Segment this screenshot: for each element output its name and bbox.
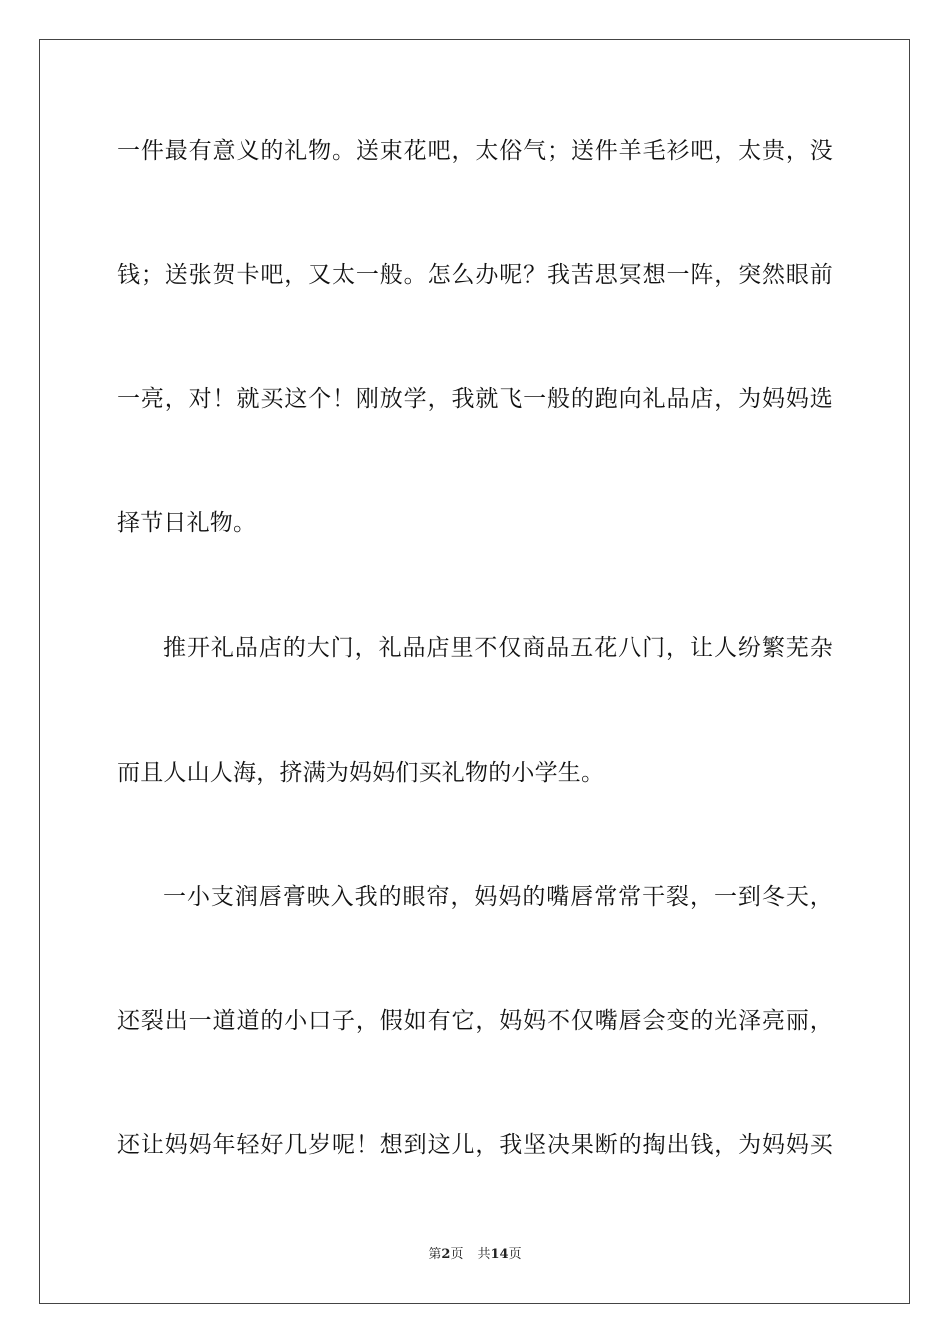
total-suffix: 页	[508, 1247, 522, 1262]
text-line-7: 一小支润唇膏映入我的眼帘，妈妈的嘴唇常常干裂，一到冬天，	[163, 884, 833, 910]
text-line-8: 还裂出一道道的小口子，假如有它，妈妈不仅嘴唇会变的光泽亮丽，	[117, 1008, 833, 1034]
page-suffix: 页	[450, 1247, 464, 1262]
total-pages: 14	[490, 1247, 509, 1262]
text-line-6: 而且人山人海，挤满为妈妈们买礼物的小学生。	[117, 760, 605, 786]
total-prefix: 共	[477, 1247, 491, 1262]
page-footer	[0, 1246, 950, 1264]
text-line-3: 一亮，对！就买这个！刚放学，我就飞一般的跑向礼品店，为妈妈选	[117, 386, 833, 412]
text-line-4: 择节日礼物。	[117, 510, 257, 536]
text-line-5: 推开礼品店的大门，礼品店里不仅商品五花八门，让人纷繁芜杂	[163, 635, 833, 661]
text-line-9: 还让妈妈年轻好几岁呢！想到这儿，我坚决果断的掏出钱，为妈妈买	[117, 1132, 833, 1158]
page-border	[39, 39, 910, 1304]
text-line-2: 钱；送张贺卡吧，又太一般。怎么办呢？我苦思冥想一阵，突然眼前	[117, 262, 833, 288]
page-prefix: 第	[428, 1247, 442, 1262]
text-line-1: 一件最有意义的礼物。送束花吧，太俗气；送件羊毛衫吧，太贵，没	[117, 138, 833, 164]
page-number: 2	[441, 1247, 451, 1262]
